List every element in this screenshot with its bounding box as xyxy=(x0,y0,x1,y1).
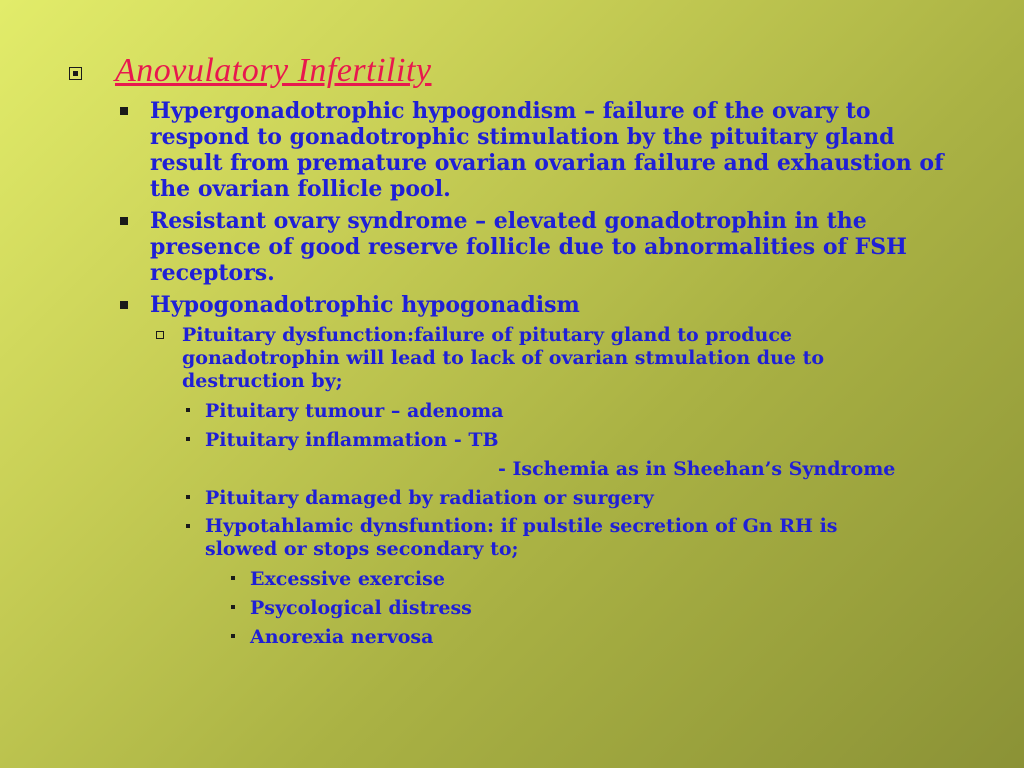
list-item-text: Hypergonadotrophic hypogondism – failure of the ovary to respond to gonadotrophic stimulation by the pituitary gland result from premature ovarian ovarian failure and exhaustion of the ovarian follicle pool. xyxy=(150,98,944,202)
list-item xyxy=(120,292,920,318)
square-bullet-icon xyxy=(120,301,128,309)
square-bullet-icon xyxy=(120,217,128,225)
sub-sub-list-item-text: Pituitary inflammation - TB xyxy=(205,429,499,451)
small-square-bullet-icon xyxy=(231,634,235,638)
continuation-text: - Ischemia as in Sheehan’s Syndrome xyxy=(498,458,896,480)
deep-list-item xyxy=(231,596,472,620)
deep-list-item-text: Excessive exercise xyxy=(250,568,445,590)
deep-list-item-text: Psycological distress xyxy=(250,597,472,619)
small-square-bullet-icon xyxy=(186,408,190,412)
list-item-text: Hypogonadotrophic hypogonadism xyxy=(150,292,580,318)
sub-sub-list-item-text: Pituitary damaged by radiation or surgery xyxy=(205,487,654,509)
deep-list-item xyxy=(231,625,433,649)
small-square-bullet-icon xyxy=(231,605,235,609)
sub-sub-list-item xyxy=(186,399,886,423)
small-square-bullet-icon xyxy=(186,437,190,441)
list-item-text: Resistant ovary syndrome – elevated gonadotrophin in the presence of good reserve follicle due to abnormalities of FSH receptors. xyxy=(150,208,907,286)
deep-list-item-text: Anorexia nervosa xyxy=(250,626,434,648)
square-bullet-icon xyxy=(120,107,128,115)
sub-list-item xyxy=(156,324,876,393)
small-square-bullet-icon xyxy=(231,576,235,580)
sub-list-item-text: Pituitary dysfunction:failure of pitutary gland to produce gonadotrophin will lead to lack of ovarian stmulation due to destruction by; xyxy=(182,324,825,392)
small-square-bullet-icon xyxy=(186,495,190,499)
list-item xyxy=(120,98,950,202)
small-square-bullet-icon xyxy=(186,524,190,528)
title-bullet-icon xyxy=(69,67,82,80)
sub-sub-list-item xyxy=(186,515,876,561)
slide-title: Anovulatory Infertility xyxy=(115,52,432,89)
list-item xyxy=(120,208,920,286)
sub-sub-list-item xyxy=(186,428,886,452)
hollow-square-bullet-icon xyxy=(156,331,164,339)
sub-sub-list-item-text: Pituitary tumour – adenoma xyxy=(205,400,504,422)
sub-sub-list-item xyxy=(186,486,886,510)
sub-sub-list-item-text: Hypotahlamic dynsfuntion: if pulstile secretion of Gn RH is slowed or stops secondary to; xyxy=(205,515,838,560)
continuation-line xyxy=(498,457,895,481)
deep-list-item xyxy=(231,567,445,591)
